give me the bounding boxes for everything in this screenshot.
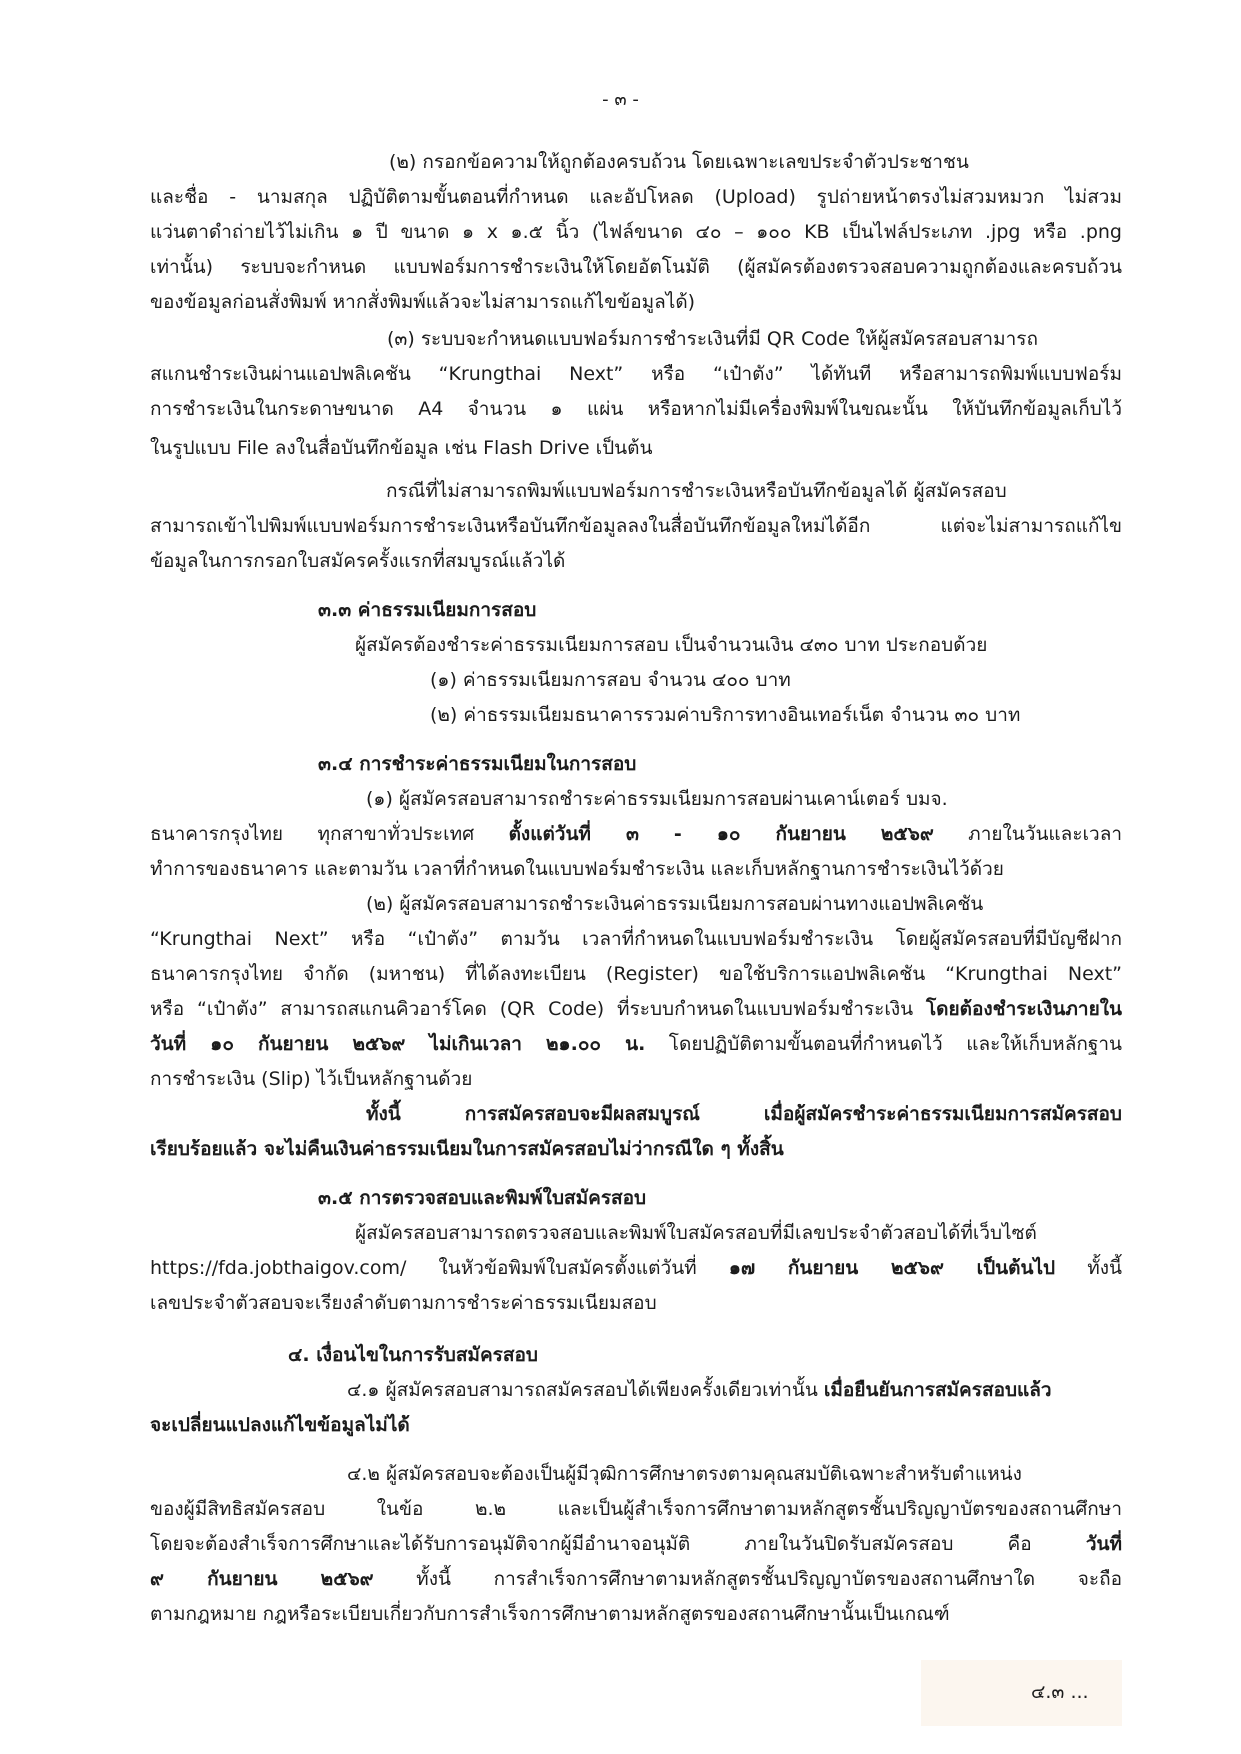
s34-p2-line-3: ธนาคารกรุงไทย จำกัด (มหาชน) ที่ได้ลงทะเบียน (Register) ขอใช้บริการแอปพลิเคชัน “Krungthai Next”: [150, 963, 1122, 985]
s35-line-2: [150, 1253, 1122, 1283]
s42-line-4-text-b: ทั้งนี้ การสำเร็จการศึกษาตามหลักสูตรชั้นปริญญาบัตรของสถานศึกษาใด จะถือ: [373, 1568, 1122, 1590]
s34-p1-line-2-text-c: ภายในวันและเวลา: [933, 823, 1122, 845]
section-3-4-heading: ๓.๔ การชำระค่าธรรมเนียมในการสอบ: [318, 753, 637, 775]
section-3-3-intro: ผู้สมัครต้องชำระค่าธรรมเนียมการสอบ เป็นจำนวนเงิน ๔๓๐ บาท ประกอบด้วย: [355, 634, 988, 656]
s41-line-1-text-b: เมื่อยืนยันการสมัครสอบแล้ว: [823, 1379, 1052, 1401]
payment-period: ตั้งแต่วันที่ ๓ - ๑๐ กันยายน ๒๕๖๙: [508, 823, 934, 845]
s34-p1-line-2: [150, 819, 1122, 849]
p2-line-3: แว่นตาดำถ่ายไว้ไม่เกิน ๑ ปี ขนาด ๑ x ๑.๕ นิ้ว (ไฟล์ขนาด ๔๐ – ๑๐๐ KB เป็นไฟล์ประเภท .jpg หรือ .png: [150, 221, 1122, 243]
p3-line-3: การชำระเงินในกระดาษขนาด A4 จำนวน ๑ แผ่น หรือหากไม่มีเครื่องพิมพ์ในขณะนั้น ให้บันทึกข้อมูลเก็บไว้: [150, 398, 1122, 420]
continuation-marker: ๔.๓ ...: [1031, 1681, 1089, 1703]
p2-line-5: ของข้อมูลก่อนสั่งพิมพ์ หากสั่งพิมพ์แล้วจะไม่สามารถแก้ไขข้อมูลได้): [150, 291, 696, 313]
s34-p2-line-2: “Krungthai Next” หรือ “เป๋าตัง” ตามวัน เวลาที่กำหนดในแบบฟอร์มชำระเงิน โดยผู้สมัครสอบที่มีบัญชีฝาก: [150, 928, 1122, 950]
s41-line-2: จะเปลี่ยนแปลงแก้ไขข้อมูลไม่ได้: [150, 1414, 410, 1436]
s35-line-1: ผู้สมัครสอบสามารถตรวจสอบและพิมพ์ใบสมัครสอบที่มีเลขประจำตัวสอบได้ที่เว็บไซต์: [355, 1222, 1037, 1244]
s42-line-3-text-b: วันที่: [1085, 1533, 1122, 1555]
s34-p2-line-4-text-a: หรือ “เป๋าตัง” สามารถสแกนคิวอาร์โคด (QR Code) ที่ระบบกำหนดในแบบฟอร์มชำระเงิน: [150, 998, 926, 1020]
page-number: - ๓ -: [602, 89, 639, 110]
s34-note-line-2: เรียบร้อยแล้ว จะไม่คืนเงินค่าธรรมเนียมในการสมัครสอบไม่ว่ากรณีใด ๆ ทั้งสิ้น: [150, 1138, 784, 1160]
case-line-1: กรณีที่ไม่สามารถพิมพ์แบบฟอร์มการชำระเงินหรือบันทึกข้อมูลได้ ผู้สมัครสอบ: [386, 480, 1007, 502]
section-3-5-heading: ๓.๕ การตรวจสอบและพิมพ์ใบสมัครสอบ: [318, 1187, 647, 1209]
s41-line-1-text-a: ๔.๑ ผู้สมัครสอบสามารถสมัครสอบได้เพียงครั้งเดียวเท่านั้น: [347, 1379, 824, 1401]
s42-line-4: [150, 1564, 1122, 1594]
payment-deadline: วันที่ ๑๐ กันยายน ๒๕๖๙ ไม่เกินเวลา ๒๑.๐๐ น.: [150, 1033, 646, 1055]
closing-date: ๙ กันยายน ๒๕๖๙: [150, 1568, 374, 1590]
p2-line-4: เท่านั้น) ระบบจะกำหนด แบบฟอร์มการชำระเงินให้โดยอัตโนมัติ (ผู้สมัครต้องตรวจสอบความถูกต้องและครบถ้วน: [150, 256, 1122, 278]
s34-p2-line-5-text-b: โดยปฏิบัติตามขั้นตอนที่กำหนดไว้ และให้เก็บหลักฐาน: [645, 1033, 1122, 1055]
fee-item-1: (๑) ค่าธรรมเนียมการสอบ จำนวน ๔๐๐ บาท: [430, 669, 791, 691]
s34-p2-line-1: (๒) ผู้สมัครสอบสามารถชำระเงินค่าธรรมเนียมการสอบผ่านทางแอปพลิเคชัน: [366, 893, 984, 915]
section-3-3-heading: ๓.๓ ค่าธรรมเนียมการสอบ: [318, 599, 537, 621]
p3-line-2: สแกนชำระเงินผ่านแอปพลิเคชัน “Krungthai Next” หรือ “เป๋าตัง” ได้ทันที หรือสามารถพิมพ์แบบฟอร์ม: [150, 363, 1122, 385]
s34-p2-line-5: [150, 1029, 1122, 1059]
s34-p1-line-1: (๑) ผู้สมัครสอบสามารถชำระค่าธรรมเนียมการสอบผ่านเคาน์เตอร์ บมจ.: [366, 788, 948, 810]
print-start-date: ๑๗ กันยายน ๒๕๖๙ เป็นต้นไป: [728, 1257, 1056, 1279]
p3-line-4: ในรูปแบบ File ลงในสื่อบันทึกข้อมูล เช่น Flash Drive เป็นต้น: [150, 437, 653, 459]
s34-p1-line-2-text-a: ธนาคารกรุงไทย ทุกสาขาทั่วประเทศ: [150, 823, 509, 845]
s34-p2-line-6: การชำระเงิน (Slip) ไว้เป็นหลักฐานด้วย: [150, 1068, 473, 1090]
p2-line-2: และชื่อ - นามสกุล ปฏิบัติตามขั้นตอนที่กำหนด และอัปโหลด (Upload) รูปถ่ายหน้าตรงไม่สวมหมวก ไม่สวม: [150, 186, 1122, 208]
section-4-heading: ๔. เงื่อนไขในการรับสมัครสอบ: [288, 1344, 538, 1366]
case-line-3: ข้อมูลในการกรอกใบสมัครครั้งแรกที่สมบูรณ์แล้วได้: [150, 550, 566, 572]
s34-p1-line-3: ทำการของธนาคาร และตามวัน เวลาที่กำหนดในแบบฟอร์มชำระเงิน และเก็บหลักฐานการชำระเงินไว้ด้วย: [150, 858, 1004, 880]
s35-line-2-text-c: ทั้งนี้: [1055, 1257, 1122, 1279]
s41-line-1: [347, 1375, 1122, 1405]
s35-line-2-text-a: https://fda.jobthaigov.com/ ในหัวข้อพิมพ์ใบสมัครตั้งแต่วันที่: [150, 1257, 729, 1279]
s34-p2-line-4: [150, 994, 1122, 1024]
s42-line-3-text-a: โดยจะต้องสำเร็จการศึกษาและได้รับการอนุมัติจากผู้มีอำนาจอนุมัติ ภายในวันปิดรับสมัครสอบ คือ: [150, 1533, 1086, 1555]
s42-line-1: ๔.๒ ผู้สมัครสอบจะต้องเป็นผู้มีวุฒิการศึกษาตรงตามคุณสมบัติเฉพาะสำหรับตำแหน่ง: [347, 1463, 1022, 1485]
case-line-2: สามารถเข้าไปพิมพ์แบบฟอร์มการชำระเงินหรือบันทึกข้อมูลลงในสื่อบันทึกข้อมูลใหม่ได้อีก แต่จะไม่สามารถแก้ไข: [150, 515, 1122, 537]
p3-line-1: (๓) ระบบจะกำหนดแบบฟอร์มการชำระเงินที่มี QR Code ให้ผู้สมัครสอบสามารถ: [387, 328, 1038, 350]
s42-line-5: ตามกฎหมาย กฎหรือระเบียบเกี่ยวกับการสำเร็จการศึกษาตามหลักสูตรของสถานศึกษานั้นเป็นเกณฑ์: [150, 1603, 950, 1625]
s34-note-line-1: ทั้งนี้ การสมัครสอบจะมีผลสมบูรณ์ เมื่อผู้สมัครชำระค่าธรรมเนียมการสมัครสอบ: [366, 1103, 1122, 1125]
s42-line-2: ของผู้มีสิทธิสมัครสอบ ในข้อ ๒.๒ และเป็นผู้สำเร็จการศึกษาตามหลักสูตรชั้นปริญญาบัตรของสถานศึกษา: [150, 1498, 1122, 1520]
s34-p2-line-4-deadline: โดยต้องชำระเงินภายใน: [925, 998, 1122, 1020]
fee-item-2: (๒) ค่าธรรมเนียมธนาคารรวมค่าบริการทางอินเทอร์เน็ต จำนวน ๓๐ บาท: [430, 704, 1021, 726]
p2-line-1: (๒) กรอกข้อความให้ถูกต้องครบถ้วน โดยเฉพาะเลขประจำตัวประชาชน: [389, 151, 969, 173]
s42-line-3: [150, 1529, 1122, 1559]
s35-line-3: เลขประจำตัวสอบจะเรียงลำดับตามการชำระค่าธรรมเนียมสอบ: [150, 1292, 657, 1314]
